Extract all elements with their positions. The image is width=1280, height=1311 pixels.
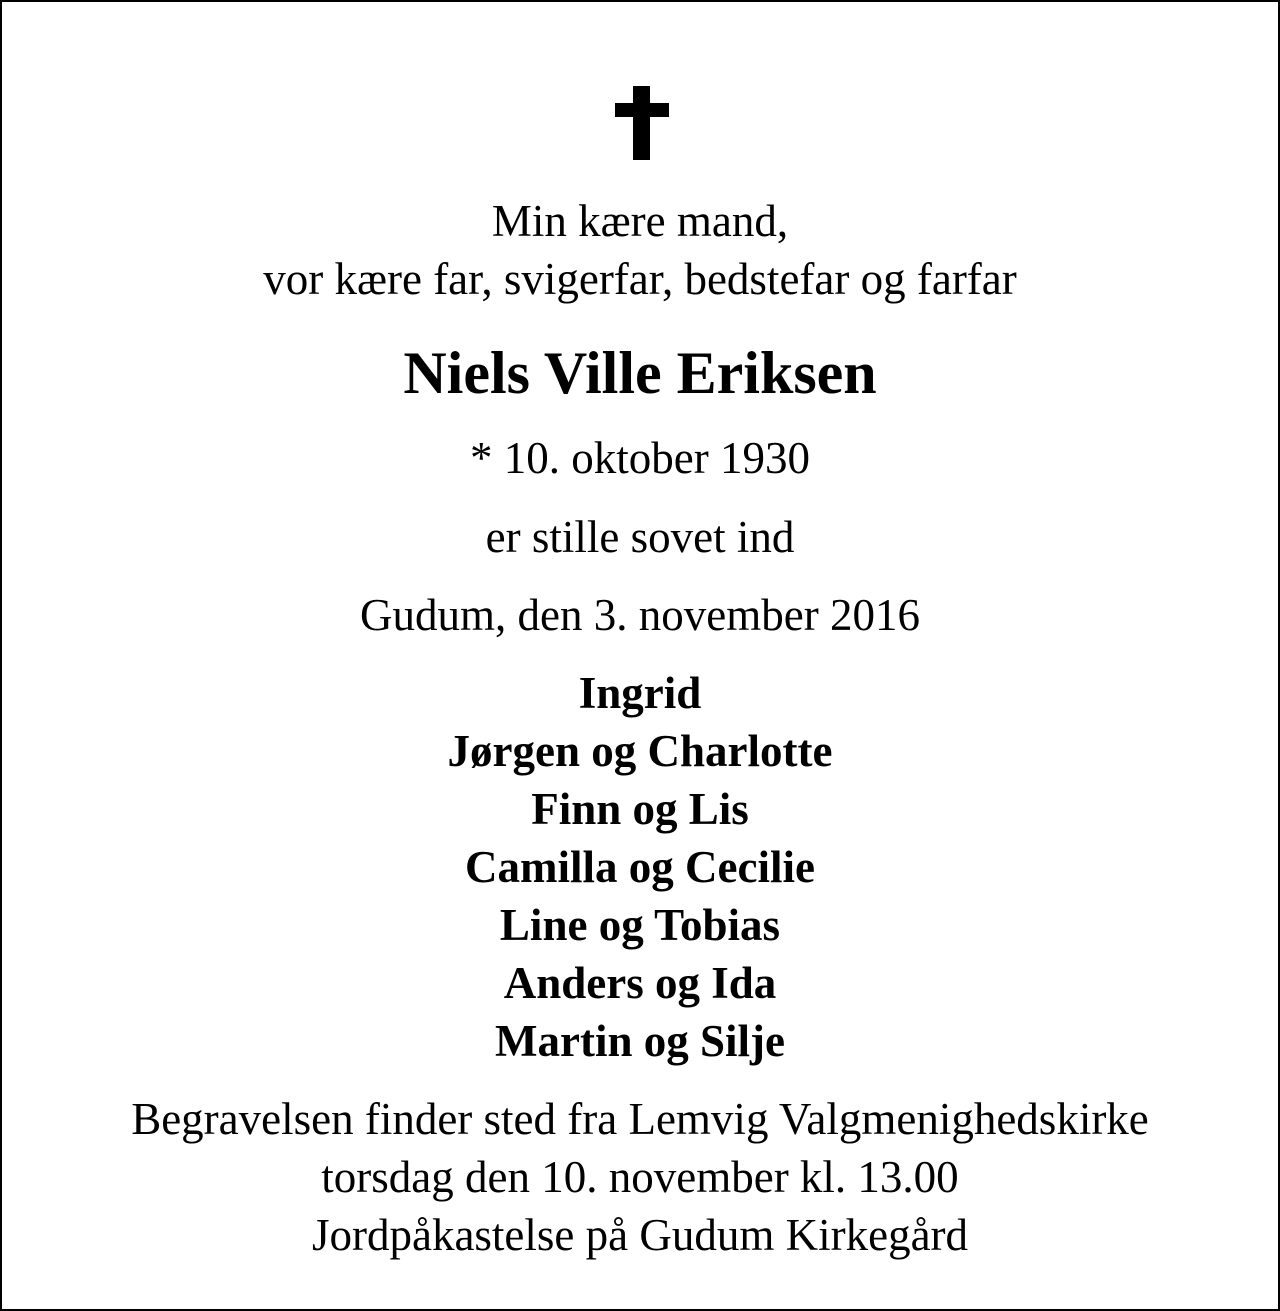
place-and-date: Gudum, den 3. november 2016	[360, 590, 920, 640]
burial-place: Jordpåkastelse på Gudum Kirkegård	[311, 1210, 969, 1260]
passed-away-text: er stille sovet ind	[485, 512, 795, 562]
family-member: Line og Tobias	[499, 900, 781, 950]
deceased-name: Niels Ville Eriksen	[403, 340, 877, 406]
family-member: Camilla og Cecilie	[465, 842, 815, 892]
family-member: Anders og Ida	[503, 958, 777, 1008]
family-member: Ingrid	[578, 668, 702, 718]
family-member: Jørgen og Charlotte	[447, 726, 833, 776]
funeral-time: torsdag den 10. november kl. 13.00	[321, 1152, 959, 1202]
birth-date: * 10. oktober 1930	[470, 433, 810, 483]
cross-icon	[615, 86, 669, 160]
family-member: Martin og Silje	[495, 1016, 785, 1066]
family-member: Finn og Lis	[531, 784, 749, 834]
intro-line-1: Min kære mand,	[491, 196, 789, 246]
funeral-location: Begravelsen finder sted fra Lemvig Valgmenighedskirke	[131, 1094, 1149, 1144]
intro-line-2: vor kære far, svigerfar, bedstefar og farfar	[263, 254, 1017, 304]
